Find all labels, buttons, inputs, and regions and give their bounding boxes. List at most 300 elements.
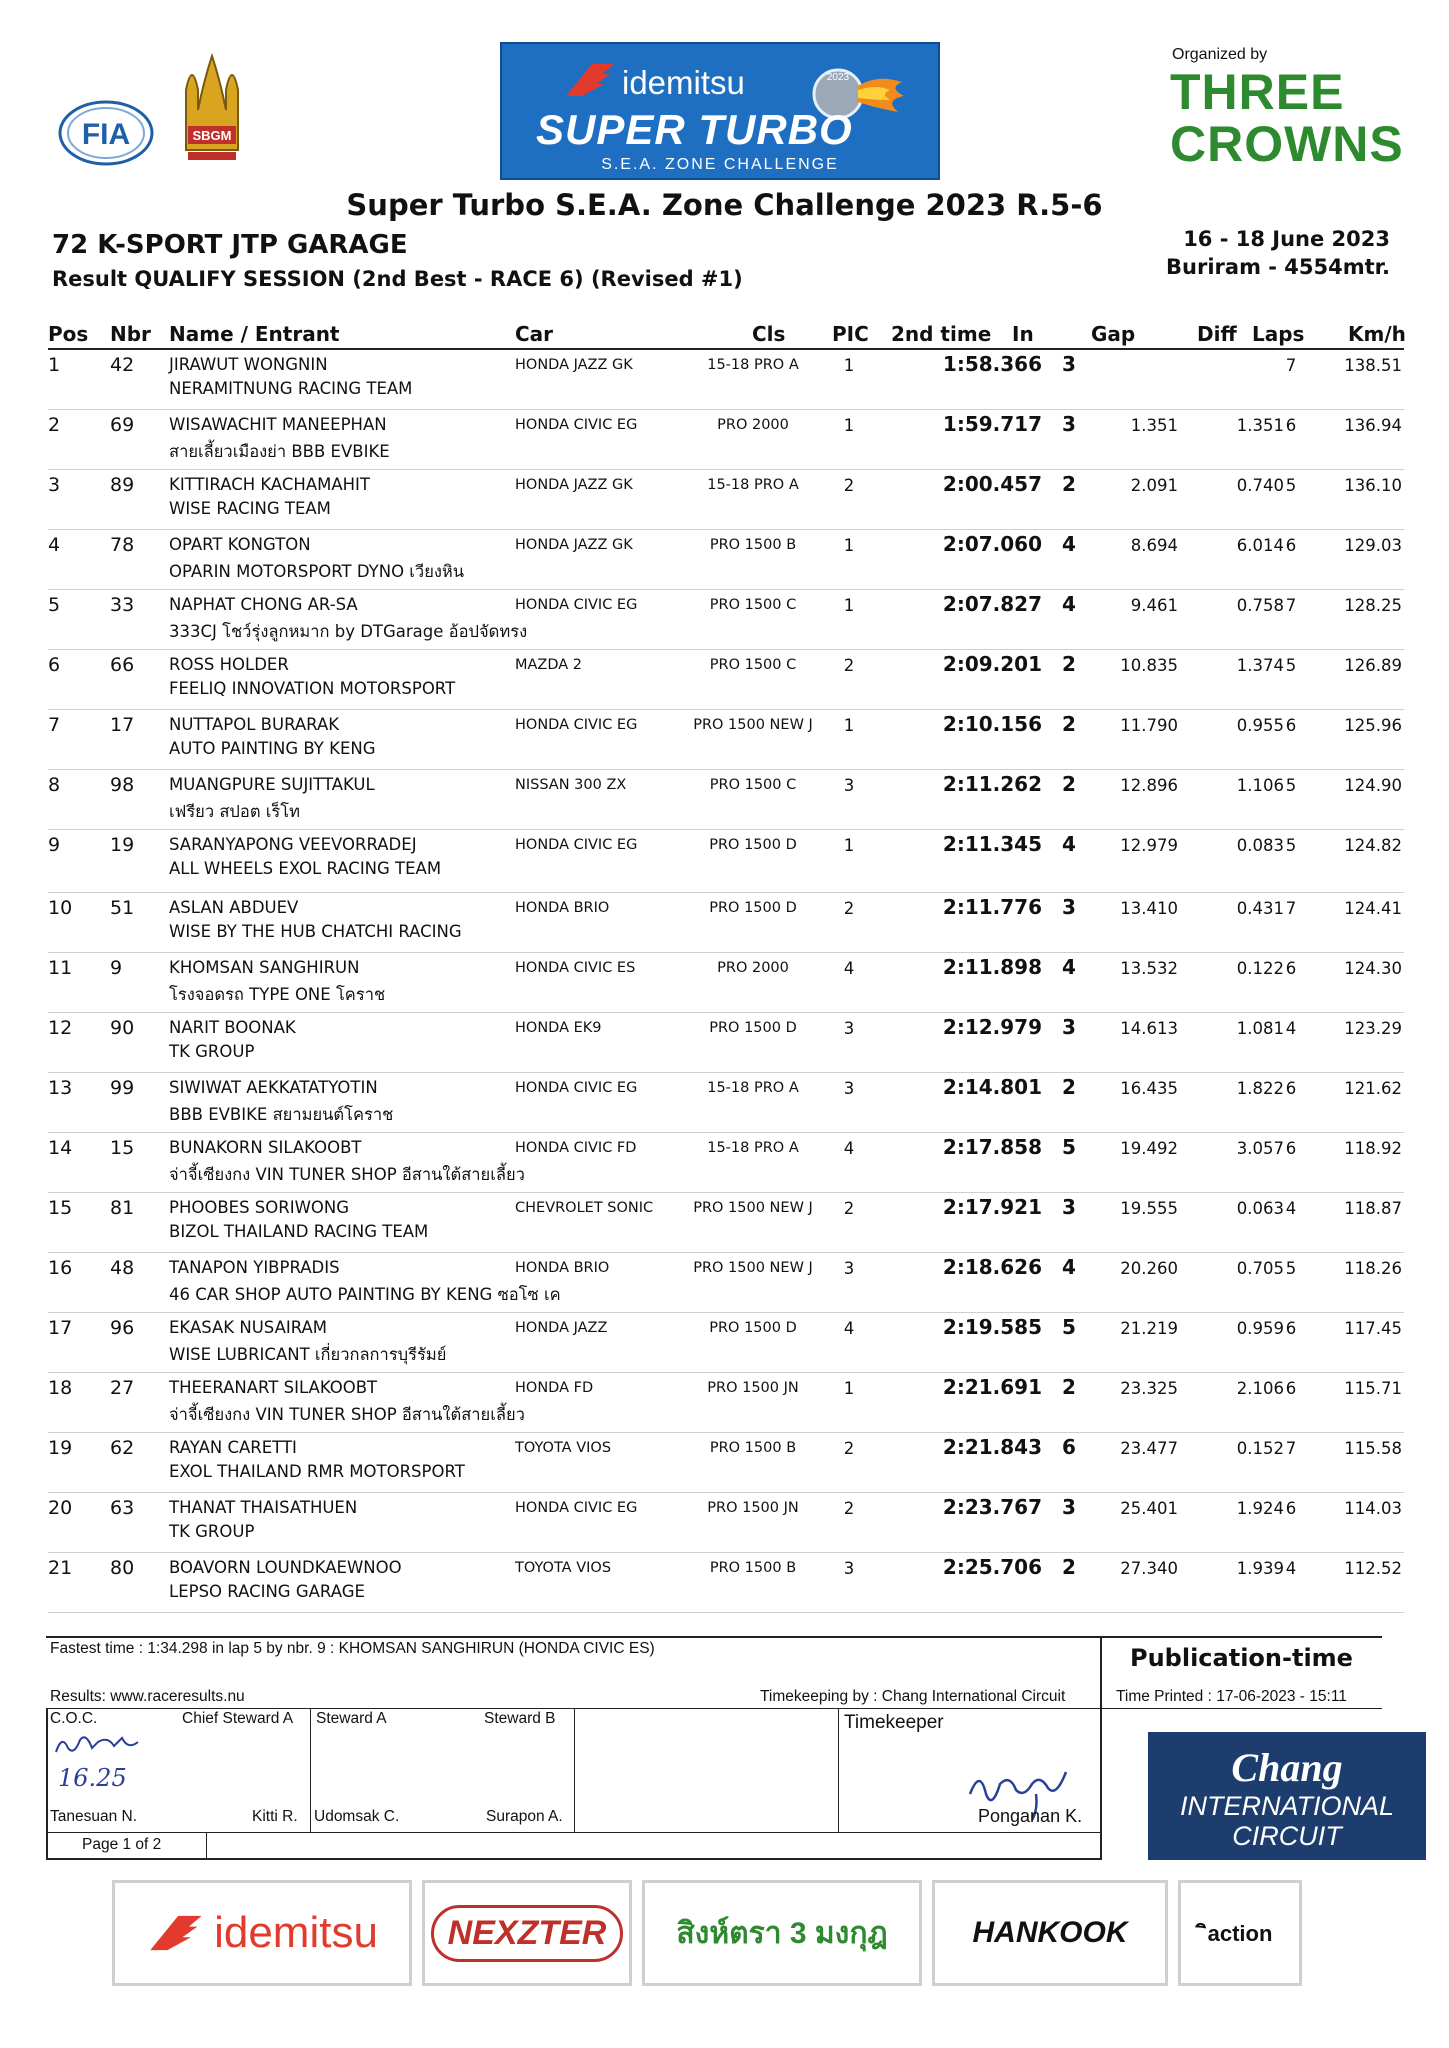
cell-laps: 6 <box>1285 1079 1297 1098</box>
cell-name: THEERANART SILAKOOBT <box>169 1378 378 1397</box>
cell-kmh: 112.52 <box>1344 1559 1402 1578</box>
cell-laps: 6 <box>1285 959 1297 978</box>
cell-nbr: 69 <box>110 414 135 436</box>
publication-time-label: Publication-time <box>1130 1644 1353 1672</box>
cell-gap: 12.979 <box>1120 836 1178 855</box>
idemitsu-wing-icon <box>562 60 618 100</box>
cell-cls: PRO 1500 NEW J <box>693 717 813 733</box>
cell-kmh: 124.30 <box>1344 959 1402 978</box>
cell-diff: 1.106 <box>1236 776 1284 795</box>
cell-car: HONDA CIVIC EG <box>515 597 638 613</box>
cell-entrant: 333CJ โชว์รุ่งลูกหมาก by DTGarage อ้อปจัดทรง <box>169 622 528 641</box>
timekeeper-label: Timekeeper <box>844 1712 944 1733</box>
cell-time: 2:18.626 <box>942 1255 1042 1279</box>
cell-nbr: 96 <box>110 1317 135 1339</box>
steward-b-name: Surapon A. <box>486 1808 563 1825</box>
cell-entrant: LEPSO RACING GARAGE <box>169 1582 365 1601</box>
cell-pos: 17 <box>48 1317 73 1339</box>
cell-in: 4 <box>1062 1255 1076 1279</box>
cell-name: OPART KONGTON <box>169 535 311 554</box>
cell-cls: PRO 1500 B <box>709 1560 797 1576</box>
cell-entrant: WISE LUBRICANT เกี่ยวกลการบุรีรัมย์ <box>169 1345 447 1364</box>
table-row <box>48 893 1404 953</box>
chang-logo-line3: CIRCUIT <box>1232 1821 1342 1851</box>
cell-kmh: 124.41 <box>1344 899 1402 918</box>
cell-nbr: 89 <box>110 474 135 496</box>
cell-car: TOYOTA VIOS <box>515 1440 612 1456</box>
cell-gap: 2.091 <box>1130 476 1178 495</box>
cell-diff: 0.122 <box>1236 959 1284 978</box>
cell-name: NARIT BOONAK <box>169 1018 296 1037</box>
col-diff: Diff <box>1197 322 1237 346</box>
cell-kmh: 136.94 <box>1344 416 1402 435</box>
cell-entrant: TK GROUP <box>169 1522 255 1541</box>
table-row <box>48 1193 1404 1253</box>
cell-name: JIRAWUT WONGNIN <box>169 355 328 374</box>
cell-kmh: 128.25 <box>1344 596 1402 615</box>
cell-pic: 1 <box>843 716 855 735</box>
cell-in: 2 <box>1062 772 1076 796</box>
cell-kmh: 129.03 <box>1344 536 1402 555</box>
cell-laps: 6 <box>1285 536 1297 555</box>
banner-brand: idemitsu <box>622 64 745 101</box>
cell-cls: 15-18 PRO A <box>707 477 799 493</box>
coc-label: C.O.C. <box>50 1710 98 1727</box>
date-range: 16 - 18 June 2023 <box>1183 227 1390 251</box>
col-nbr: Nbr <box>110 322 151 346</box>
cell-entrant: FEELIQ INNOVATION MOTORSPORT <box>169 679 456 698</box>
cell-pic: 3 <box>843 1259 855 1278</box>
cell-pic: 1 <box>843 356 855 375</box>
cell-kmh: 124.82 <box>1344 836 1402 855</box>
cell-diff: 0.083 <box>1236 836 1284 855</box>
cell-cls: PRO 1500 D <box>709 1320 797 1336</box>
cell-pos: 21 <box>48 1557 73 1579</box>
cell-kmh: 138.51 <box>1344 356 1402 375</box>
cell-nbr: 19 <box>110 834 135 856</box>
cell-entrant: 46 CAR SHOP AUTO PAINTING BY KENG ซอโซ เค <box>169 1285 561 1304</box>
banner-subtitle: S.E.A. ZONE CHALLENGE <box>601 156 839 173</box>
cell-name: TANAPON YIBPRADIS <box>169 1258 340 1277</box>
table-row <box>48 1013 1404 1073</box>
table-row <box>48 1133 1404 1193</box>
cell-gap: 19.492 <box>1120 1139 1178 1158</box>
cell-entrant: BIZOL THAILAND RACING TEAM <box>169 1222 429 1241</box>
cell-pos: 2 <box>48 414 61 436</box>
svg-text:SBGM: SBGM <box>192 128 232 143</box>
cell-time: 2:19.585 <box>942 1315 1042 1339</box>
cell-pos: 20 <box>48 1497 73 1519</box>
cell-in: 3 <box>1062 895 1076 919</box>
sponsor-bar <box>112 1880 1326 1986</box>
cell-kmh: 126.89 <box>1344 656 1402 675</box>
cell-nbr: 81 <box>110 1197 135 1219</box>
col-car: Car <box>515 322 554 346</box>
cell-diff: 0.063 <box>1236 1199 1284 1218</box>
cell-car: HONDA JAZZ GK <box>515 537 633 553</box>
cell-entrant: จ่าจี้เซียงกง VIN TUNER SHOP อีสานใต้สายเลี้ยว <box>169 1165 525 1184</box>
table-row <box>48 1313 1404 1373</box>
col-laps: Laps <box>1252 322 1305 346</box>
cell-nbr: 33 <box>110 594 135 616</box>
cell-pos: 12 <box>48 1017 73 1039</box>
cell-in: 2 <box>1062 712 1076 736</box>
cell-car: HONDA JAZZ GK <box>515 477 633 493</box>
table-row <box>48 710 1404 770</box>
cell-car: HONDA JAZZ GK <box>515 357 633 373</box>
cell-in: 2 <box>1062 472 1076 496</box>
sbgm-logo <box>178 50 246 172</box>
cell-cls: PRO 1500 D <box>709 900 797 916</box>
cell-entrant: จ่าจี้เซียงกง VIN TUNER SHOP อีสานใต้สายเลี้ยว <box>169 1405 525 1424</box>
cell-nbr: 63 <box>110 1497 135 1519</box>
sponsor-action: ิaction <box>1178 1880 1302 1986</box>
cell-car: HONDA CIVIC ES <box>515 960 636 976</box>
cell-laps: 7 <box>1285 356 1297 375</box>
cell-pic: 2 <box>843 656 855 675</box>
cell-pic: 2 <box>843 476 855 495</box>
sponsor-three-crowns: สิงห์ตรา 3 มงกุฎ <box>642 1880 922 1986</box>
cell-laps: 5 <box>1285 1259 1297 1278</box>
cell-pos: 9 <box>48 834 61 856</box>
fia-logo <box>58 100 154 166</box>
steward-a-name: Udomsak C. <box>314 1808 400 1825</box>
coc-signature <box>52 1730 162 1760</box>
cell-nbr: 78 <box>110 534 135 556</box>
svg-text:2023: 2023 <box>826 72 850 83</box>
cell-name: BUNAKORN SILAKOOBT <box>169 1138 362 1157</box>
cell-diff: 0.431 <box>1236 899 1284 918</box>
sponsor-nexzter: NEXZTER <box>422 1880 632 1986</box>
cell-nbr: 90 <box>110 1017 135 1039</box>
cell-diff: 0.740 <box>1236 476 1284 495</box>
cell-car: HONDA CIVIC EG <box>515 1080 638 1096</box>
cell-diff: 1.081 <box>1236 1019 1284 1038</box>
cell-pic: 2 <box>843 1499 855 1518</box>
col-time: 2nd time <box>891 322 992 346</box>
cell-cls: PRO 1500 D <box>709 837 797 853</box>
cell-time: 2:00.457 <box>942 472 1042 496</box>
cell-in: 4 <box>1062 955 1076 979</box>
cell-diff: 2.106 <box>1236 1379 1284 1398</box>
cell-pic: 4 <box>843 1319 855 1338</box>
chang-logo-line1: Chang <box>1231 1745 1343 1790</box>
cell-name: WISAWACHIT MANEEPHAN <box>169 415 387 434</box>
cell-nbr: 9 <box>110 957 123 979</box>
three-crowns-logo <box>1170 66 1404 170</box>
cell-gap: 23.477 <box>1120 1439 1178 1458</box>
cell-diff: 3.057 <box>1236 1139 1284 1158</box>
cell-name: BOAVORN LOUNDKAEWNOO <box>169 1558 402 1577</box>
cell-in: 3 <box>1062 1195 1076 1219</box>
cell-in: 5 <box>1062 1135 1076 1159</box>
cell-laps: 6 <box>1285 1379 1297 1398</box>
cell-time: 2:14.801 <box>942 1075 1042 1099</box>
cell-pos: 15 <box>48 1197 73 1219</box>
cell-car: NISSAN 300 ZX <box>515 777 627 793</box>
cell-laps: 7 <box>1285 596 1297 615</box>
cell-cls: 15-18 PRO A <box>707 1140 799 1156</box>
cell-name: KITTIRACH KACHAMAHIT <box>169 475 371 494</box>
cell-cls: 15-18 PRO A <box>707 1080 799 1096</box>
cell-cls: PRO 1500 JN <box>707 1500 799 1516</box>
cell-entrant: WISE RACING TEAM <box>169 499 331 518</box>
cell-time: 2:12.979 <box>942 1015 1042 1039</box>
cell-pic: 3 <box>843 1559 855 1578</box>
cell-nbr: 27 <box>110 1377 135 1399</box>
cell-car: HONDA BRIO <box>515 1260 610 1276</box>
cell-in: 3 <box>1062 352 1076 376</box>
cell-entrant: BBB EVBIKE สยามยนต์โคราช <box>169 1105 394 1124</box>
coc-name: Tanesuan N. <box>50 1808 138 1825</box>
cell-kmh: 118.92 <box>1344 1139 1402 1158</box>
cell-gap: 10.835 <box>1120 656 1178 675</box>
cell-name: SARANYAPONG VEEVORRADEJ <box>169 835 417 854</box>
cell-name: ASLAN ABDUEV <box>169 898 299 917</box>
chang-circuit-logo <box>1148 1732 1426 1860</box>
cell-laps: 4 <box>1285 1199 1297 1218</box>
table-row <box>48 830 1404 893</box>
cell-in: 4 <box>1062 592 1076 616</box>
cell-entrant: WISE BY THE HUB CHATCHI RACING <box>169 922 462 941</box>
cell-time: 2:11.345 <box>942 832 1042 856</box>
cell-laps: 7 <box>1285 899 1297 918</box>
table-row <box>48 1073 1404 1133</box>
cell-pic: 1 <box>843 596 855 615</box>
cell-car: MAZDA 2 <box>515 657 583 673</box>
cell-in: 2 <box>1062 1375 1076 1399</box>
col-pos: Pos <box>48 322 89 346</box>
cell-nbr: 17 <box>110 714 135 736</box>
cell-kmh: 125.96 <box>1344 716 1402 735</box>
col-kmh: Km/h <box>1348 322 1406 346</box>
cell-diff: 0.152 <box>1236 1439 1284 1458</box>
cell-cls: PRO 1500 JN <box>707 1380 799 1396</box>
cell-pic: 3 <box>843 776 855 795</box>
session-title: Result QUALIFY SESSION (2nd Best - RACE 6) (Revised #1) <box>52 267 743 291</box>
cell-gap: 27.340 <box>1120 1559 1178 1578</box>
organizer-line2: CROWNS <box>1170 116 1404 172</box>
cell-time: 2:11.262 <box>942 772 1042 796</box>
table-row <box>48 650 1404 710</box>
cell-pos: 1 <box>48 354 61 376</box>
cell-time: 2:21.691 <box>942 1375 1042 1399</box>
cell-time: 2:10.156 <box>942 712 1042 736</box>
table-row <box>48 410 1404 470</box>
cell-cls: PRO 2000 <box>717 417 789 433</box>
cell-nbr: 48 <box>110 1257 135 1279</box>
cell-name: THANAT THAISATHUEN <box>169 1498 358 1517</box>
cell-gap: 1.351 <box>1130 416 1178 435</box>
cell-diff: 1.939 <box>1236 1559 1284 1578</box>
col-name: Name / Entrant <box>169 322 340 346</box>
footer-box <box>46 1636 1395 1860</box>
cell-kmh: 115.71 <box>1344 1379 1402 1398</box>
timekeeper-name: Ponganan K. <box>978 1806 1083 1826</box>
cell-car: HONDA CIVIC EG <box>515 837 638 853</box>
cell-in: 2 <box>1062 1555 1076 1579</box>
cell-cls: PRO 1500 NEW J <box>693 1260 813 1276</box>
cell-time: 2:25.706 <box>942 1555 1042 1579</box>
cell-gap: 14.613 <box>1120 1019 1178 1038</box>
cell-kmh: 136.10 <box>1344 476 1402 495</box>
cell-name: RAYAN CARETTI <box>169 1438 297 1457</box>
cell-laps: 7 <box>1285 1439 1297 1458</box>
cell-pic: 4 <box>843 959 855 978</box>
cell-gap: 25.401 <box>1120 1499 1178 1518</box>
cell-kmh: 117.45 <box>1344 1319 1402 1338</box>
cell-pos: 10 <box>48 897 73 919</box>
cell-gap: 20.260 <box>1120 1259 1178 1278</box>
cell-kmh: 123.29 <box>1344 1019 1402 1038</box>
cell-time: 2:17.858 <box>942 1135 1042 1159</box>
cell-kmh: 118.26 <box>1344 1259 1402 1278</box>
cell-car: CHEVROLET SONIC <box>515 1200 654 1216</box>
cell-nbr: 62 <box>110 1437 135 1459</box>
chang-logo-line2: INTERNATIONAL <box>1179 1791 1395 1821</box>
cell-time: 2:07.060 <box>942 532 1042 556</box>
event-title: Super Turbo S.E.A. Zone Challenge 2023 R.5-6 <box>346 188 1103 222</box>
cell-kmh: 121.62 <box>1344 1079 1402 1098</box>
cell-pic: 1 <box>843 416 855 435</box>
cell-name: NAPHAT CHONG AR-SA <box>169 595 358 614</box>
cell-pic: 2 <box>843 899 855 918</box>
cell-kmh: 124.90 <box>1344 776 1402 795</box>
cell-pic: 1 <box>843 836 855 855</box>
fastest-time: Fastest time : 1:34.298 in lap 5 by nbr. 9 : KHOMSAN SANGHIRUN (HONDA CIVIC ES) <box>50 1640 655 1657</box>
chief-steward-label: Chief Steward A <box>182 1710 294 1727</box>
cell-car: HONDA BRIO <box>515 900 610 916</box>
cell-name: EKASAK NUSAIRAM <box>169 1318 328 1337</box>
cell-pic: 2 <box>843 1199 855 1218</box>
sponsor-idemitsu: idemitsu <box>112 1880 412 1986</box>
cell-entrant: ALL WHEELS EXOL RACING TEAM <box>169 859 442 878</box>
cell-entrant: AUTO PAINTING BY KENG <box>169 739 376 758</box>
cell-in: 4 <box>1062 532 1076 556</box>
cell-pic: 1 <box>843 1379 855 1398</box>
event-dates <box>1120 225 1390 281</box>
cell-diff: 6.014 <box>1236 536 1284 555</box>
cell-diff: 1.351 <box>1236 416 1284 435</box>
cell-time: 2:11.898 <box>942 955 1042 979</box>
cell-time: 2:17.921 <box>942 1195 1042 1219</box>
cell-laps: 5 <box>1285 476 1297 495</box>
cell-nbr: 98 <box>110 774 135 796</box>
cell-cls: 15-18 PRO A <box>707 357 799 373</box>
table-row <box>48 1253 1404 1313</box>
table-row <box>48 1553 1404 1613</box>
cell-gap: 13.410 <box>1120 899 1178 918</box>
cell-gap: 12.896 <box>1120 776 1178 795</box>
cell-cls: PRO 2000 <box>717 960 789 976</box>
cell-time: 2:09.201 <box>942 652 1042 676</box>
cell-entrant: OPARIN MOTORSPORT DYNO เวียงหิน <box>169 562 465 581</box>
cell-entrant: NERAMITNUNG RACING TEAM <box>169 379 413 398</box>
cell-entrant: โรงจอดรถ TYPE ONE โคราช <box>169 985 386 1004</box>
cell-time: 1:58.366 <box>942 352 1042 376</box>
cell-car: TOYOTA VIOS <box>515 1560 612 1576</box>
cell-car: HONDA FD <box>515 1380 594 1396</box>
results-url: Results: www.raceresults.nu <box>50 1688 245 1705</box>
cell-nbr: 80 <box>110 1557 135 1579</box>
cell-in: 5 <box>1062 1315 1076 1339</box>
cell-gap: 13.532 <box>1120 959 1178 978</box>
sponsor-hankook: HANKOOK <box>932 1880 1168 1986</box>
cell-name: NUTTAPOL BURARAK <box>169 715 340 734</box>
cell-gap: 8.694 <box>1130 536 1178 555</box>
cell-laps: 4 <box>1285 1559 1297 1578</box>
table-row <box>48 1433 1404 1493</box>
cell-cls: PRO 1500 D <box>709 1020 797 1036</box>
cell-laps: 6 <box>1285 1319 1297 1338</box>
cell-entrant: EXOL THAILAND RMR MOTORSPORT <box>169 1462 465 1481</box>
col-cls: Cls <box>752 322 786 346</box>
cell-pic: 4 <box>843 1139 855 1158</box>
cell-gap: 9.461 <box>1130 596 1178 615</box>
table-row <box>48 530 1404 590</box>
cell-laps: 5 <box>1285 836 1297 855</box>
cell-time: 2:23.767 <box>942 1495 1042 1519</box>
team-name: 72 K-SPORT JTP GARAGE <box>52 230 408 260</box>
steward-b-label: Steward B <box>484 1710 556 1727</box>
cell-nbr: 66 <box>110 654 135 676</box>
cell-gap: 16.435 <box>1120 1079 1178 1098</box>
cell-name: SIWIWAT AEKKATATYOTIN <box>169 1078 378 1097</box>
cell-laps: 6 <box>1285 716 1297 735</box>
cell-cls: PRO 1500 C <box>709 597 797 613</box>
cell-diff: 1.924 <box>1236 1499 1284 1518</box>
cell-laps: 6 <box>1285 416 1297 435</box>
cell-diff: 1.374 <box>1236 656 1284 675</box>
cell-pos: 7 <box>48 714 61 736</box>
table-row <box>48 470 1404 530</box>
cell-in: 3 <box>1062 1015 1076 1039</box>
cell-entrant: สายเลี้ยวเมืองย่า BBB EVBIKE <box>169 442 390 461</box>
cell-diff: 0.758 <box>1236 596 1284 615</box>
cell-cls: PRO 1500 C <box>709 777 797 793</box>
cell-gap: 19.555 <box>1120 1199 1178 1218</box>
chief-steward-name: Kitti R. <box>252 1808 298 1825</box>
cell-kmh: 115.58 <box>1344 1439 1402 1458</box>
cell-pos: 16 <box>48 1257 73 1279</box>
cell-nbr: 51 <box>110 897 135 919</box>
cell-pic: 3 <box>843 1019 855 1038</box>
cell-pos: 18 <box>48 1377 73 1399</box>
cell-gap: 11.790 <box>1120 716 1178 735</box>
cell-in: 6 <box>1062 1435 1076 1459</box>
cell-diff: 1.822 <box>1236 1079 1284 1098</box>
cell-nbr: 42 <box>110 354 135 376</box>
cell-car: HONDA CIVIC EG <box>515 1500 638 1516</box>
cell-cls: PRO 1500 C <box>709 657 797 673</box>
cell-laps: 6 <box>1285 1139 1297 1158</box>
cell-diff: 0.959 <box>1236 1319 1284 1338</box>
cell-cls: PRO 1500 B <box>709 1440 797 1456</box>
cell-car: HONDA JAZZ <box>515 1320 608 1336</box>
cell-laps: 4 <box>1285 1019 1297 1038</box>
cell-time: 2:21.843 <box>942 1435 1042 1459</box>
cell-laps: 5 <box>1285 656 1297 675</box>
table-row <box>48 590 1404 650</box>
idemitsu-logo-icon <box>146 1910 206 1956</box>
cell-diff: 0.705 <box>1236 1259 1284 1278</box>
cell-cls: PRO 1500 B <box>709 537 797 553</box>
cell-time: 1:59.717 <box>942 412 1042 436</box>
cell-diff: 0.955 <box>1236 716 1284 735</box>
cell-cls: PRO 1500 NEW J <box>693 1200 813 1216</box>
cell-pos: 8 <box>48 774 61 796</box>
super-turbo-banner <box>500 42 940 180</box>
